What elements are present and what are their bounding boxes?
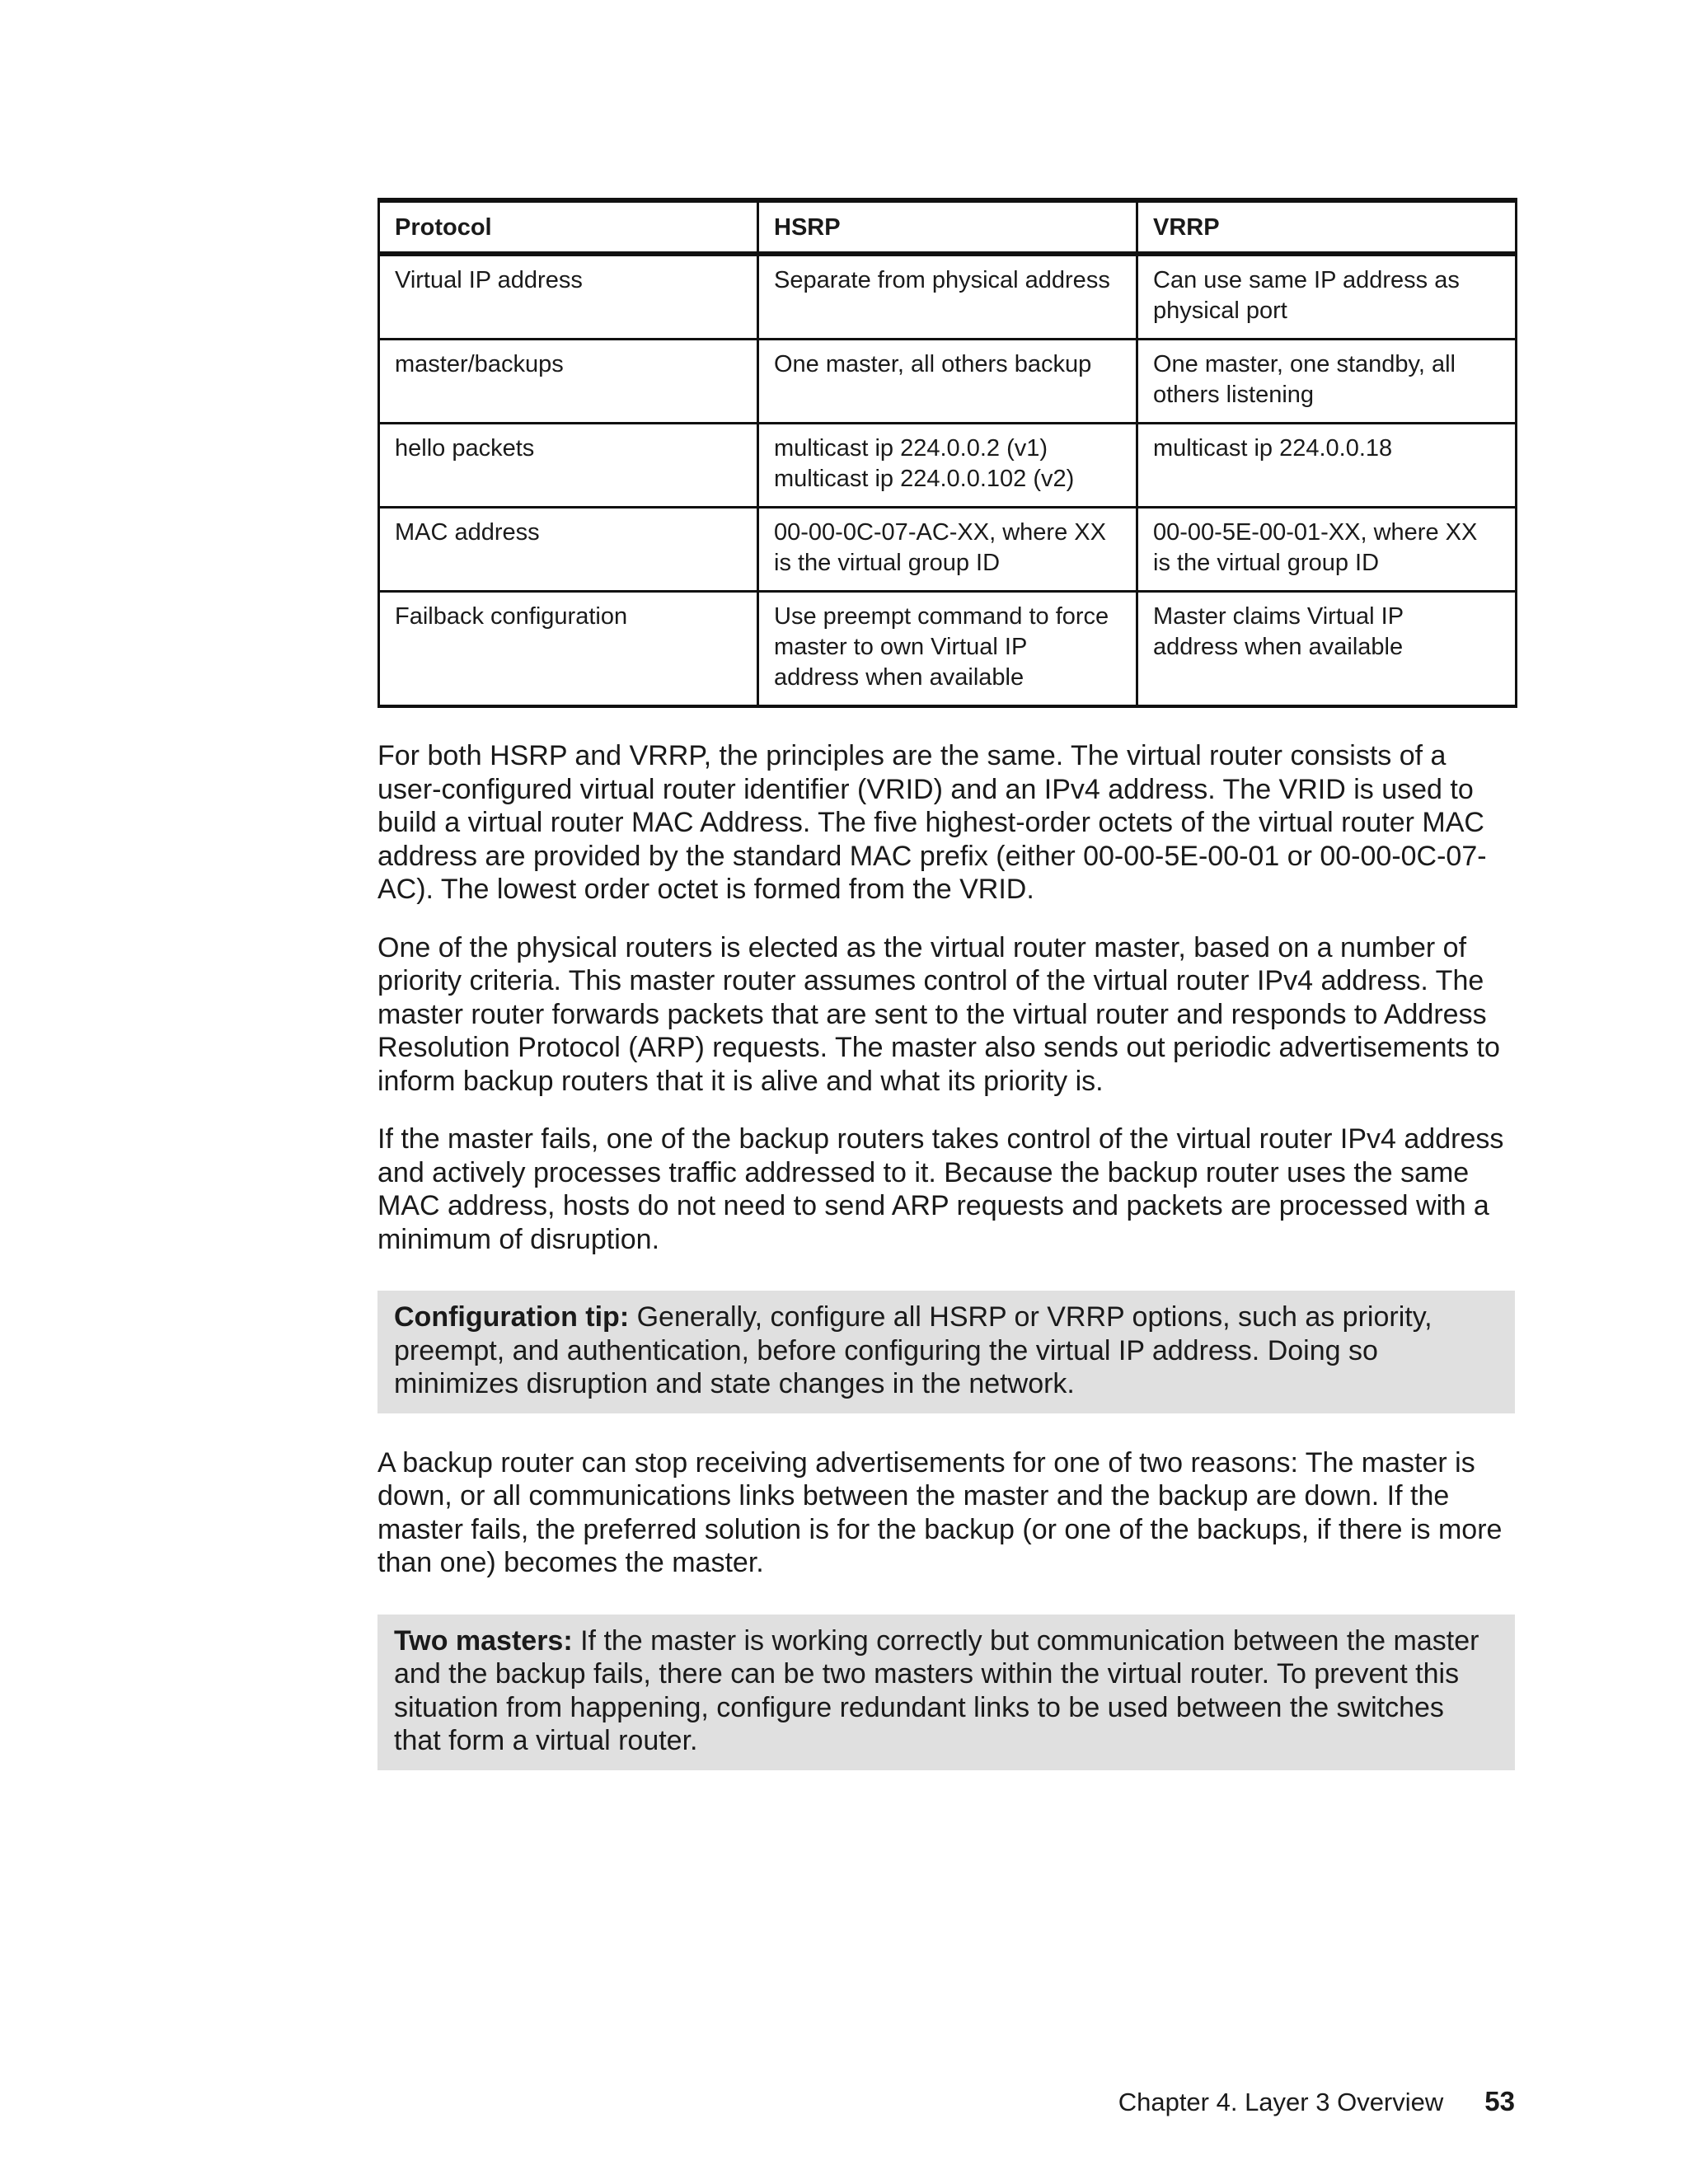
cell-line: address when available [1153, 634, 1404, 660]
table-row [379, 592, 1517, 707]
cell-line: others listening [1153, 382, 1315, 408]
cell-line: hello packets [395, 435, 535, 462]
table-cell-vrrp [1137, 508, 1517, 592]
cell-line: Can use same IP address as [1153, 267, 1460, 293]
configuration-tip-note [377, 1291, 1515, 1413]
cell-line: Virtual IP address [395, 267, 583, 293]
table-cell-protocol [379, 592, 758, 707]
table-cell-vrrp [1137, 424, 1517, 508]
cell-line: multicast ip 224.0.0.2 (v1) [774, 435, 1048, 462]
two-masters-label: Two masters: [394, 1624, 573, 1657]
table-row [379, 340, 1517, 424]
configuration-tip-label: Configuration tip: [394, 1301, 630, 1333]
page-content [377, 198, 1515, 1770]
cell-line: One master, one standby, all [1153, 351, 1456, 377]
paragraph-principles: For both HSRP and VRRP, the principles are the same. The virtual router consists of a user-configured virtual router identifier (VRID) and an IPv4 address. The VRID is used to build a virtual router MAC Address. The five highest-order octets of the virtual router MAC address are provided by the standard MAC prefix (either 00-00-5E-00-01 or 00-00-0C-07-AC). The lowest order octet is formed from the VRID. [377, 740, 1487, 905]
table-cell-protocol [379, 508, 758, 592]
table-header-protocol: Protocol [379, 200, 758, 254]
configuration-tip-text: Generally, configure all HSRP or VRRP options, such as priority, preempt, and authentication, before configuring the virtual IP address. Doing so minimizes disruption and state changes in the network. [394, 1301, 1432, 1399]
cell-line: master/backups [395, 351, 564, 377]
table-header-hsrp: HSRP [758, 200, 1137, 254]
cell-line: multicast ip 224.0.0.18 [1153, 435, 1393, 462]
table-header-vrrp: VRRP [1137, 200, 1517, 254]
cell-line: Separate from physical address [774, 267, 1110, 293]
page-footer [1118, 2085, 1515, 2119]
cell-line: Failback configuration [395, 603, 628, 630]
protocol-comparison-table [377, 198, 1517, 708]
paragraph-backup-advertisements: A backup router can stop receiving advertisements for one of two reasons: The master is down, or all communications links between the master and the backup are down. If the master fails, the preferred solution is for the backup (or one of the backups, if there is more than one) becomes the master. [377, 1446, 1503, 1578]
table-row [379, 424, 1517, 508]
cell-line: 00-00-0C-07-AC-XX, where XX [774, 519, 1106, 546]
table-cell-hsrp [758, 508, 1137, 592]
table-row [379, 254, 1517, 340]
cell-line: MAC address [395, 519, 540, 546]
paragraph-master-failure: If the master fails, one of the backup routers takes control of the virtual router IPv4 address and actively processes traffic addressed to it. Because the backup router uses the same MAC address, hosts do not need to send ARP requests and packets are processed with a minimum of disruption. [377, 1123, 1504, 1255]
table-cell-vrrp [1137, 592, 1517, 707]
table-cell-hsrp [758, 340, 1137, 424]
footer-chapter-title: Chapter 4. Layer 3 Overview [1118, 2088, 1444, 2116]
cell-line: multicast ip 224.0.0.102 (v2) [774, 466, 1075, 492]
table-body [379, 254, 1517, 706]
cell-line: Master claims Virtual IP [1153, 603, 1404, 630]
cell-line: 00-00-5E-00-01-XX, where XX [1153, 519, 1478, 546]
table-cell-protocol [379, 254, 758, 340]
table-row [379, 508, 1517, 592]
paragraph-master-election: One of the physical routers is elected as the virtual router master, based on a number of priority criteria. This master router assumes control of the virtual router IPv4 address. The master router forwards packets that are sent to the virtual router and responds to Address Resolution Protocol (ARP) requests. The master also sends out periodic advertisements to inform backup routers that it is alive and what its priority is. [377, 931, 1500, 1097]
table-cell-protocol [379, 424, 758, 508]
cell-line: One master, all others backup [774, 351, 1092, 377]
table-cell-vrrp [1137, 340, 1517, 424]
cell-line: is the virtual group ID [1153, 550, 1380, 576]
table-cell-hsrp [758, 592, 1137, 707]
table-cell-protocol [379, 340, 758, 424]
cell-line: physical port [1153, 298, 1287, 324]
cell-line: Use preempt command to force [774, 603, 1109, 630]
table-cell-hsrp [758, 254, 1137, 340]
cell-line: is the virtual group ID [774, 550, 1001, 576]
table-cell-vrrp [1137, 254, 1517, 340]
page-number: 53 [1484, 2086, 1515, 2116]
two-masters-note [377, 1615, 1515, 1770]
table-cell-hsrp [758, 424, 1137, 508]
cell-line: master to own Virtual IP [774, 634, 1028, 660]
table-header-row [379, 200, 1517, 254]
two-masters-text: If the master is working correctly but communication between the master and the backup fails, there can be two masters within the virtual router. To prevent this situation from happening, configure redundant links to be used between the switches that form a virtual router. [394, 1624, 1479, 1756]
cell-line: address when available [774, 664, 1025, 691]
